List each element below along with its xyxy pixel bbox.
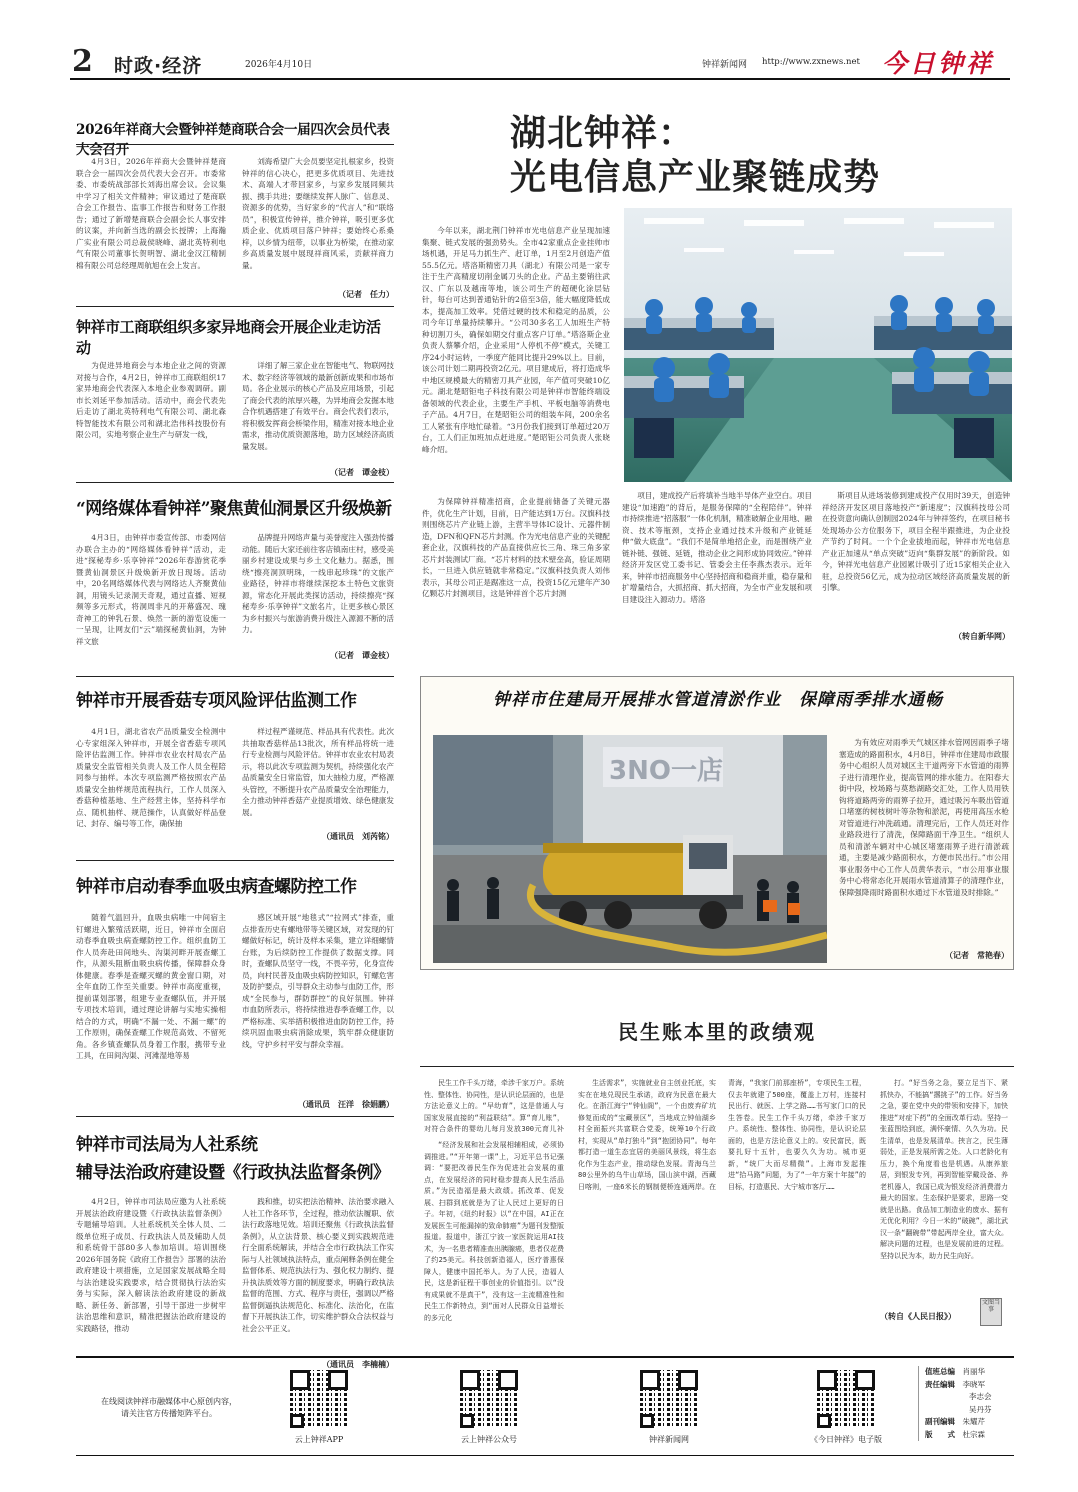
article-column-1: 随着气温回升，血吸虫病唯一中间宿主钉螺进入繁殖活跃期，近日，钟祥市全面启动春季血吸虫病查螺防控工作。组织血防工作人员奔赴田间地头、沟渠河畔开展查螺工作，从源头阻断血吸虫病传播，保障群众身体健康。春季是查螺灭螺的黄金窗口期，对全年血防工作至关重要。钟祥市高度重视，提前谋划部署，组建专业查螺队伍，并开展专项技术培训，通过理论讲解与实地实操相结合的方式，明确“不漏一处、不漏一螺”的工作原则，确保查螺工作规范高效、不留死角。各乡镇查螺队员身着工作服，携带专业工具，在田间沟渠、河滩湿地等易 [76,913,226,1060]
divider [76,676,394,677]
drainage-banner[interactable]: 钟祥市住建局开展排水管道清淤作业 保障雨季排水通畅 [493,690,943,710]
article-column-2: 刘海希望广大会员要坚定扎根家乡，投资钟祥的信心决心，把更多优质项目、先进技术、高端人才带回家乡，与家乡发展同频共振、携手共进；要继续发挥人脉广、信息灵、资源多的优势，当好家乡的“代言人”和“联络员”，积极宣传钟祥，推介钟祥，吸引更多优质企业、优质项目落户钟祥；要始终心系桑梓，以乡情为纽带，以事业为桥梁，在推动家乡高质量发展中展现祥商风采，贡献祥商力量。 [242,157,394,270]
byline: （通讯员 李楠楠） [322,1360,394,1369]
divider [76,1116,394,1117]
drainage-byline: （记者 常艳春） [945,951,1009,960]
qr-wechat[interactable] [434,1370,544,1445]
article-title[interactable]: 钟祥市开展香菇专项风险评估监测工作 [76,691,357,711]
site-name: 钟祥新闻网 [702,60,748,70]
qr-code-icon[interactable] [460,1370,518,1428]
staff-name: 吴丹芬 [969,1404,992,1414]
feature-headline-line-2[interactable]: 光电信息产业聚链成势 [510,157,881,198]
essay-stamp [980,1298,1002,1326]
footer-promo [84,1396,254,1420]
drainage-box [420,676,1014,970]
staff-role: 值班总编 [925,1367,955,1376]
promo-line-1: 在线阅读钟祥市融媒体中心原创内容， [101,1397,237,1406]
feature-column-4: 斯项目从进场装修到建成投产仅用时39天，创造钟祥经济开发区项目落地投产“新速度”；汉旗科技母公司在投资意向确认创制园2024年与钟祥签约，在项目秘书处现场办公方位服务下，项目全程半跟推进，为企业投产节约了时间。一个个企业拔地而起，钟祥市光电信息产业正加速从“单点突破”迈向“集群发展”的新阶段。如今，钟祥光电信息产业园累计吸引了近15家相关企业入驻，总投资56亿元，成为拉动区域经济高质量发展的新引擎。 [822,491,1010,592]
essay-column-4: 打。“好当务之急，要立足当下、紧抓快办，不能搞“撂挑子”的工作。好当务之急，要在党中央的带领和安排下，加快推进“对症下药”的全面改革行动。坚持一张蓝图绘到底，满怀豪情、久久为功。民生清单，也是发展清单。挟言之，民生薄弱处，正是发展所需之处。人口老龄化有压力，换个角度看也是机遇。从康养旅居，到银发专列，再到智能穿戴设备、养老机器人，我国已成为银发经济消费潜力最大的国家。生态保护是要求，思路一变就是出路。食品加工制造业的废水、据有无优化利用？今日一米的“破碗”，湖北武汉一条“翻碗带”带起两岸全业，富大众。解决问题的过程，也是发展前进的过程。坚持以民为本，助力民生向好。 [880,1079,1008,1260]
article-column-1: 4月1日，湖北省农产品质量安全检测中心专家组深入钟祥市，开展全省香菇专项风险评估监测工作。钟祥市农业农村局农产品质量安全监管相关负责人及工作人员全程陪同参与抽样。本次专项监测严格按照农产品质量安全抽样规范流程执行，工作人员深入香菇种植基地、生产经营主体，坚持科学布点、随机抽样、规范操作，认真做好样品登记、封存、编号等工作，确保抽 [76,727,226,828]
page-number: 2 [72,44,93,79]
essay-column-3: 生活需求”，实施就业自主创业托底，实实在在地兑现民生承诺，政府为民意在最大化。在浙江海宁“钟仙阁”，一个由废弃矿坑修复而成的“宝藏景区”，当地成立钟仙湖乡村全面振兴共富联合党委，统筹10个行政村，实现从“单打独斗”到“抱团协同”。每年都打造一道生态宜居的美丽风景线，将生态化作为生态产业，推动绿色发展。青海乌兰80公里外的乌牛山草场，国山滨中湖，西藏日喀则，一座6米长的钢制便桥连通两岸。在青海，“我家门前那座桥”，专项民生工程，仅去年就建了500座，覆盖上万村，连接村民出行、就医、上学之路……书写家门口的民生答卷。民生工作千头万绪，牵涉千家万户。系统性、整体性、协同性，是认识论层面的，也是方法论意义上的。安民富民，既要扎好十五针，也要久久为功。城市更新，“统厂大而尽精微”。上海市发起推进“拾马路”问题，为了“一年方案十年接”的目标，打造惠民、大宁城市客厅…… [578,1079,866,1191]
qr-label: 钟祥新闻网 [649,1435,689,1444]
article-column-1: 4月3日，由钟祥市委宣传部、市委网信办联合主办的“网络媒体看钟祥”活动，走进“探秘寿乡·乐享钟祥”2026年春游赏花季暨黄仙洞景区升级焕新开放日现场。活动中，20名网络媒体代表与网络达人齐聚黄仙洞，用镜头记录洞天奇观，通过直播、短视频等多元形式，将洞周非凡的开幕盛况、瑰奇神工的钟乳石景、焕然一新的游览设施一一呈现，让网友们“云”端探秘黄仙洞，为钟祥文旅 [76,533,226,646]
feature-headline [510,112,930,200]
qr-website[interactable] [614,1370,724,1445]
staff-role: 副刊编辑 [925,1417,955,1426]
qr-code-icon[interactable] [290,1370,348,1428]
factory-workshop-image [624,208,1012,482]
staff-name: 朱耀芹 [962,1417,985,1426]
drainage-text: 为有效应对雨季天气城区排水管网因雨季子堵塞造成的路面积水，4月8日，钟祥市住建局市政服务中心组织人员对城区主干道两旁下水管道的雨箅子进行清理作业，提高管网的排水能力。在阳春大街中段，校场路与莫愁湖路交汇处，工作人员用铁钩将道路两旁的雨箅子拉开，通过吸污车吸出管道口堵塞的树枝树叶等杂物和淤泥，再使用高压水枪对管道进行冲洗疏通。清理完后，工作人员还对作业路段进行了清洗，保障路面干净卫生。“组织人员和清淤车辆对中心城区堵塞雨箅子进行清淤疏通，主要是减少路面积水，方便市民出行。”市公用事业服务中心工作人员黄华表示，“市公用事业服务中心将常态化开展雨水管道清算子的清理作业，保障强降雨时路面积水通过下水管道及时排除。” [839,738,1009,897]
feature-column-3: 项目，建成投产后将填补当地半导体产业空白。项目建设“加速跑”的背后，是服务保障的“全程陪伴”。钟祥市持续推进“招落服”一体化机制，精准破解企业用地、融资、技术等瓶颈，支持企业通过技术升级和产业链延伸“做大底盘”。“我们不是简单地招企业，而是围绕产业链补链、强链、延链，推动企业之间形成协同效应。”钟祥经济开发区党工委书记、管委会主任李燕杰表示。近年来，钟祥市招商服务中心坚持招商和稳商并重，稳存量和扩增量结合，大抓招商、抓大招商，为全市产业发展和项目建设注入源动力。塔洛 [622,491,812,604]
qr-code-icon[interactable] [640,1370,698,1428]
byline: （记者 谭金枝） [330,651,394,660]
article-law-training [76,1130,394,1369]
staff-name: 李志会 [969,1392,992,1401]
staff-row [925,1429,1012,1442]
article-column-1: 4月3日，2026年祥商大会暨钟祥楚商联合会一届四次会员代表大会召开。市委常委、市委统战部部长刘海出席会议。会议集中学习了相关文件精神；审议通过了楚商联合会工作报告、监事工作报告和财务工作报告；通过了新增楚商联合会副会长人事安排的议案，并向新当选的副会长授牌；上海瀚广实业有限公司总裁侯晓峰、湖北英特利电气有限公司董事长贺明智、湖北金汉江精制棉有限公司总经理周航旭在会上发言。 [76,157,226,270]
divider [76,144,394,145]
byline: （记者 任力） [338,290,394,299]
qr-label: 《今日钟祥》电子版 [810,1435,882,1444]
qr-label: 云上钟祥APP [294,1435,344,1444]
feature-headline-line-1[interactable]: 湖北钟祥： [510,113,696,154]
staff-name: 李晓军 [962,1379,985,1389]
essay-title[interactable]: 民生账本里的政绩观 [618,1020,816,1044]
feature-column-2: 为保障钟祥精准招商，企业提前储备了关键元器件，优化生产计划，目前，日产能达到1万台。汉旗科技则围绕芯片产业链上游，主营半导体IC设计、元器件制造，DFN和QFN芯片封测。作为光电信息产业的关键配套企业，汉旗科技的产品直接供应长三角、珠三角多家芯片封装测试厂商。“芯片材料的技术壁垒高，验证周期长，一旦进入供应链就非常稳定。”汉旗科技负责人刘伟表示，其母公司正是踞准这一点，投资15亿元建年产30亿颗芯片封测项目，这是钟祥首个芯片封测 [422,497,610,598]
staff-role: 版 式 [925,1429,955,1439]
article-column-2: 践和推，切实把法治精神、法治要求融入人社工作各环节，全过程，推动依法履职、依法行政落地见效。培训还聚焦《行政执法监督条例》，从立法背景、核心要义到实践规范进行全面系统解读，并结合全市行政执法工作实际与人社领域执法特点，重点阐释条例在健全监督体系、规范执法行为、强化权力制约、提升执法质效等方面的制度要求，明确行政执法监督的范围、方式、程序与责任，强调以严格监督倒逼执法规范化、标准化、法治化，在监督下开展执法工作，切实维护群众合法权益与社会公平正义。 [242,1197,394,1333]
article-title[interactable]: “网络媒体看钟祥”聚焦黄仙洞景区升级焕新 [76,499,392,519]
article-column-2: 详细了解三家企业在智能电气、物联网技术、数字经济等领域的最新创新成果和市场布局。各企业展示的核心产品及应用场景，引起了商会代表的浓厚兴趣，为异地商会发掘本地合作机遇搭建了有效平台。商会代表们表示，将积极发挥商会桥梁作用，精准对接本地企业需求，推动优质资源落地，助力区域经济高质量发展。 [242,361,394,451]
feature-column-1: 今年以来，湖北荆门钟祥市光电信息产业呈现加速集聚、链式发展的强劲势头。全市42家重点企业挂帅市场机遇，开足马力抓生产、赶订单，1月至2月创造产值55.5亿元。塔洛斯精密刀具（湖北）有限公司是一家专注于生产高精度切削金属刀头的企业。产品主要销往武汉、广东以及越南等地，该公司生产的超硬化涂层钻针，每台可达到普通钻针的2倍至3倍，能大幅度降低成本，提高加工效率。凭借过硬的技术和稳定的品质，公司今年订单量持续攀升。“公司30多名工人加班生产特种切割刀头，确保如期交付重点客户订单。”塔洛斯企业负责人蔡攀介绍，企业采用“人停机不停”模式，关键工序24小时运转，一季度产能同比提升29%以上。目前，该公司计划二期再投资2亿元。项目建成后，将打造成华中地区规模最大的精密刀具产业园，年产值可突破10亿元。湖北楚昭钜电子科技有限公司是钟祥市智能终端设备领域的代表企业，主要生产手机、平板电脑等消费电子产品。4月7日，在楚昭钜公司的组装车间，200余名工人紧张有序地忙碌着。“3月份我们接到订单超过20万台，工人们正加班加点赶进度。”楚昭钜公司负责人张晓峰介绍。 [422,226,610,454]
masthead-logo: 今日钟祥 [882,49,995,78]
drainage-photo [433,735,827,963]
footer-panel [76,1356,1014,1456]
article-title-line-2[interactable]: 辅导法治政府建设暨《行政执法监督条例》 [76,1163,390,1183]
article-online-media [76,494,394,660]
article-snail-control [76,872,394,1109]
feature-byline: （转自新华网） [954,632,1010,641]
staff-name: 肖丽华 [962,1367,985,1376]
byline: （通讯员 汪洋 徐娟鹏） [298,1100,394,1109]
staff-list [918,1366,1012,1441]
staff-row [925,1391,1012,1404]
staff-row [925,1366,1012,1379]
staff-row [925,1404,1012,1417]
sewer-cleaning-image [433,735,827,963]
article-column-2: 感区域开展“地毯式”“拉网式”排查，重点排查历史有螺地带等关键区域，对发现的钉螺做好标记，统计及样本采集，建立详细螺情台账，为后续防控工作提供了数据支撑。同时，查螺队员坚守一线，不畏辛劳，化身宣传员，向村民普及血吸虫病防控知识，钉螺危害及防护要点，引导群众主动参与血防工作，形成“全民参与，群防群控”的良好氛围。钟祥市血防所表示，将持续推进春季查螺工作，以严格标准、实举措积极推进血防防控工作，持续巩固血吸虫病消除成果，筑牢群众健康防线，守护乡村平安与群众幸福。 [242,913,394,1049]
article-column-1: 为促进异地商会与本地企业之间的资源对接与合作，4月2日，钟祥市工商联组织17家异地商会代表深入本地企业参观调研。副市长刘延平参加活动。活动中，商会代表先后走访了湖北英特利电气有限公司、湖北森特智能技术有限公司和湖北浩伟科技股份有限公司，实地考察企业生产与研发一线， [76,361,226,439]
divider [420,1066,1014,1067]
divider [76,482,394,483]
article-column-1: 4月2日，钟祥市司法局应邀为人社系统开展法治政府建设暨《行政执法监督条例》专题辅导培训。人社系统机关全体人员、二级单位班子成员、行政执法人员及辅助人员和系统骨干部80多人参加培训。培训围绕2026年国务院《政府工作报告》部署的法治政府建设十项措施，立足国家发展战略全局与法治建设实践要求，结合贯彻执行法治实务与实际，深入解读法治政府建设的新战略、新任务、新部署，引导干部进一步树牢法治思维和意识，精准把握法治政府建设的实践路径，推动 [76,1197,226,1333]
staff-role: 责任编辑 [925,1379,955,1389]
article-chamber-visit [76,316,394,477]
masthead [70,44,1010,80]
byline: （记者 谭金枝） [330,468,394,477]
essay-column-1: 民生工作千头万绪，牵涉千家万户。系统性、整体性、协同性，是认识论层面的，也是方法论意义上的。“早幼育”，这是普通人与国家发展直接的“利益联结”。算“育儿账”，对符合条件的婴幼儿每月发放300元育儿补 [424,1079,564,1133]
byline: （通讯员 刘芮铭） [322,832,394,841]
article-business-conference [76,118,394,299]
staff-row [925,1416,1012,1429]
essay-column-2: “经济发展和社会发展相辅相成，必须协调推进。”“开年第一课”上，习近平总书记强调：“要把改善民生作为促进社会发展的重点，在发展经济的同时稳步提高人民生活品质。”为民造福是最大政绩。抓改革、促发展、扫群到底就是为了让人民过上更好的日子。年初，《纽约时报》以“在中国，AI正在发展医生可能漏掉的致命肺癌”为题刊发整版报道。报道中，浙江宁波一家医院运用AI技术，为一名患者精准查出胰腺癌，患者仅花费了约25美元。科技创新造福人，医疗普惠保障人，健康中国托举人。为了人民，造福人民，这是新征程干事创业的价值指引。以“没有成果就不是真干”，没有这一主流精准性和民生工作新特点，到“面对人民群众日益增长的多元化 [424,1141,564,1322]
divider [76,860,394,861]
qr-epaper[interactable] [786,1370,906,1445]
article-column-2: 样过程严谨规范、样品具有代表性。此次共抽取香菇样品13批次，所有样品将统一进行专业检测与风险评估。钟祥市农业农村局表示，将以此次专项监测为契机，持续强化农产品质量安全日常监管，加大抽检力度，严格源头管控，不断提升农产品质量安全治理能力，全力推动钟祥香菇产业提质增效、绿色健康发展。 [242,727,394,817]
promo-line-2: 请关注官方传播矩阵平台。 [121,1409,217,1418]
issue-date: 2026年4月10日 [245,60,313,70]
article-title[interactable]: 钟祥市启动春季血吸虫病查螺防控工作 [76,877,357,897]
factory-photo [624,208,1012,482]
staff-row [925,1379,1012,1392]
staff-name: 杜宗霖 [962,1429,985,1439]
qr-label: 云上钟祥公众号 [461,1435,517,1444]
divider [76,306,394,307]
article-title-line-1[interactable]: 钟祥市司法局为人社系统 [76,1135,258,1155]
section-title: 时政·经济 [114,55,203,77]
article-column-2: 品牌提升网络声量与美誉度注入强劲传播动能。随后大家还前往客店镇南庄村，感受美丽乡村建设成果与乡土文化魅力。据悉，围绕“擦亮洞顶明珠，一线串起珍珠”的文旅产业路径，钟祥市将继续深挖本土特色文旅资源，常态化开展此类探访活动，持续擦亮“探秘寿乡·乐享钟祥”文旅名片，让更多核心景区为乡村振兴与旅游消费升级注入源源不断的活力。 [242,533,394,634]
stamp-text: 文图当事 [981,1299,1000,1313]
store-sign: 3NO一店 [609,756,723,786]
qr-app[interactable] [264,1370,374,1445]
qr-code-icon[interactable] [817,1370,875,1428]
article-mushroom-monitoring [76,686,394,841]
article-title[interactable]: 2026年祥商大会暨钟祥楚商联合会一届四次会员代表大会召开 [76,122,390,158]
essay-byline: （转自《人民日报》） [880,1312,956,1321]
site-url[interactable]: http://www.zxnews.net [762,57,860,67]
article-title[interactable]: 钟祥市工商联组织多家异地商会开展企业走访活动 [76,318,381,357]
